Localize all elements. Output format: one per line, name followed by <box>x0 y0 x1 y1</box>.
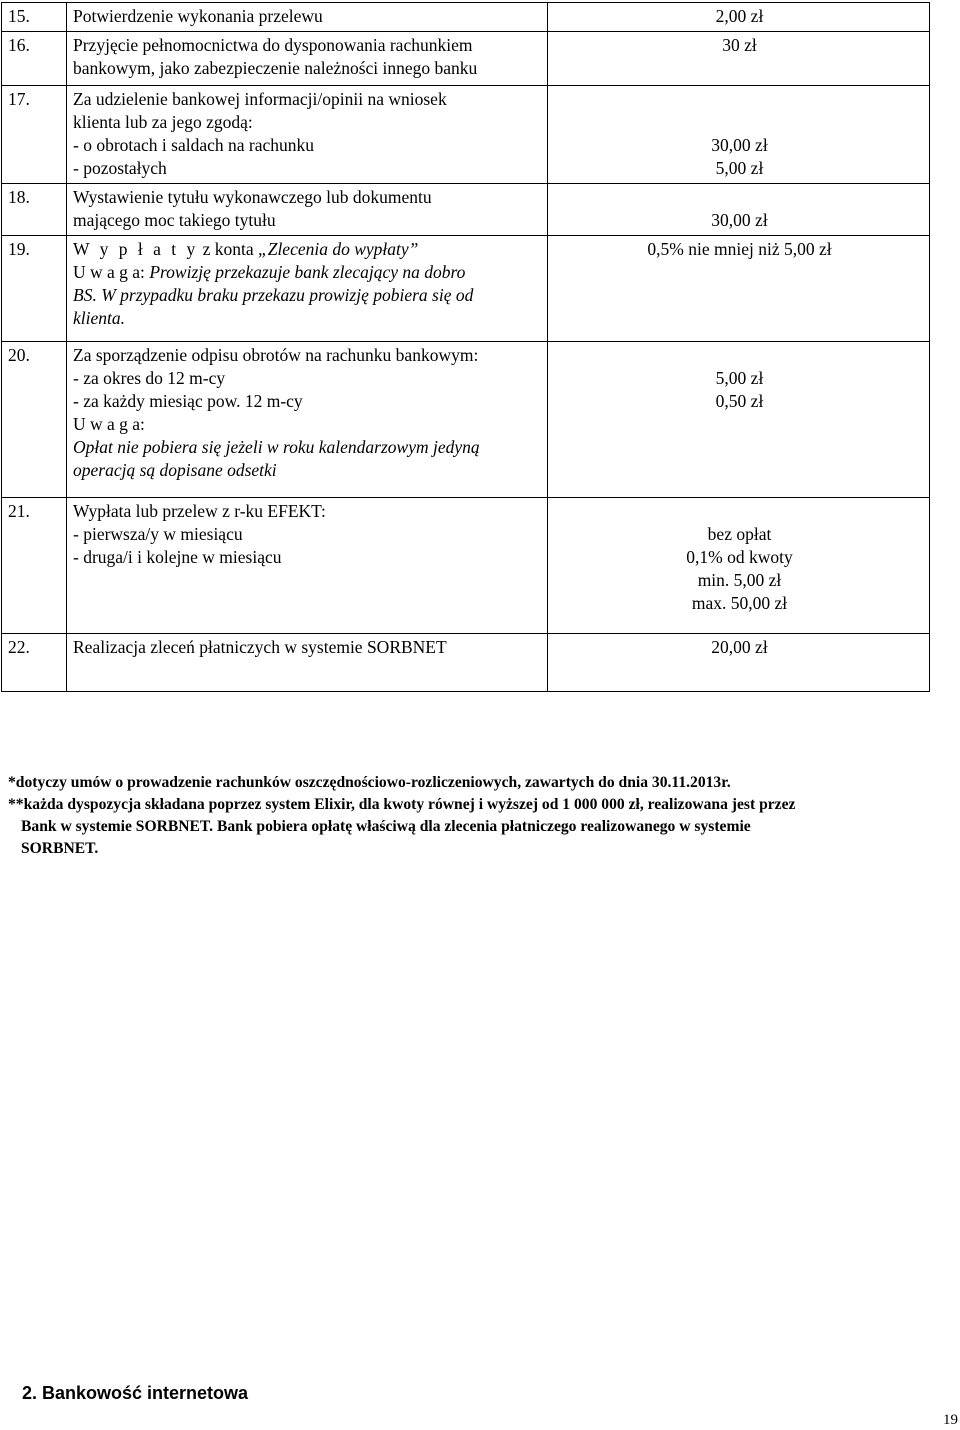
page-number: 19 <box>943 1412 958 1428</box>
table-row <box>2 236 930 342</box>
table-row <box>2 342 930 498</box>
row-description: Wystawienie tytułu wykonawczego lub dokumentu mającego moc takiego tytułu <box>67 184 548 236</box>
section-title: 2. Bankowość internetowa <box>22 1383 249 1403</box>
row-fee: 2,00 zł <box>548 3 930 32</box>
row-description: Wypłata lub przelew z r-ku EFEKT: - pierwsza/y w miesiącu - druga/i i kolejne w miesiącu <box>67 498 548 634</box>
table-row <box>2 32 930 86</box>
row-description: Za sporządzenie odpisu obrotów na rachunku bankowym: - za okres do 12 m-cy - za każdy miesiąc pow. 12 m-cy U w a g a: Opłat nie pobiera się jeżeli w roku kalendarzowym jedyną operacją są dopisane odsetki <box>67 342 548 498</box>
row-number: 18. <box>2 184 67 236</box>
row-fee: 20,00 zł <box>548 634 930 692</box>
table-row <box>2 86 930 184</box>
row-description: Za udzielenie bankowej informacji/opinii na wniosek klienta lub za jego zgodą: - o obrotach i saldach na rachunku - pozostałych <box>67 86 548 184</box>
row-description: Potwierdzenie wykonania przelewu <box>67 3 548 32</box>
row-description: W y p ł a t y z konta „Zlecenia do wypłaty” U w a g a: Prowizję przekazuje bank zlecający na dobro BS. W przypadku braku przekazu prowizję pobiera się od klienta. <box>67 236 548 342</box>
fee-table <box>1 2 930 692</box>
table-row <box>2 184 930 236</box>
row-fee: 30,00 zł 5,00 zł <box>548 86 930 184</box>
footnote-1: *dotyczy umów o prowadzenie rachunków oszczędnościowo-rozliczeniowych, zawartych do dnia 30.11.2013r. <box>8 774 731 791</box>
row-fee: bez opłat 0,1% od kwoty min. 5,00 zł max. 50,00 zł <box>548 498 930 634</box>
footnote-2: **każda dyspozycja składana poprzez system Elixir, dla kwoty równej i wyższej od 1 000 000 zł, realizowana jest przez <box>8 796 796 813</box>
table-row <box>2 3 930 32</box>
payout-label: W y p ł a t y <box>73 239 199 259</box>
row-number: 20. <box>2 342 67 498</box>
row-fee: 0,5% nie mniej niż 5,00 zł <box>548 236 930 342</box>
row-number: 19. <box>2 236 67 342</box>
row-number: 21. <box>2 498 67 634</box>
row-number: 17. <box>2 86 67 184</box>
row-fee: 30 zł <box>548 32 930 86</box>
row-description: Realizacja zleceń płatniczych w systemie SORBNET <box>67 634 548 692</box>
footnote-2-continued: SORBNET. <box>21 840 99 857</box>
note-label: U w a g a: <box>73 262 145 282</box>
footnotes <box>8 772 938 860</box>
table-row <box>2 634 930 692</box>
row-description: Przyjęcie pełnomocnictwa do dysponowania rachunkiem bankowym, jako zabezpieczenie należności innego banku <box>67 32 548 86</box>
row-fee: 30,00 zł <box>548 184 930 236</box>
footnote-2-continued: Bank w systemie SORBNET. Bank pobiera opłatę właściwą dla zlecenia płatniczego realizowanego w systemie <box>21 818 751 835</box>
row-number: 15. <box>2 3 67 32</box>
row-fee: 5,00 zł 0,50 zł <box>548 342 930 498</box>
row-number: 22. <box>2 634 67 692</box>
row-number: 16. <box>2 32 67 86</box>
note-label: U w a g a: <box>73 414 145 434</box>
table-row <box>2 498 930 634</box>
